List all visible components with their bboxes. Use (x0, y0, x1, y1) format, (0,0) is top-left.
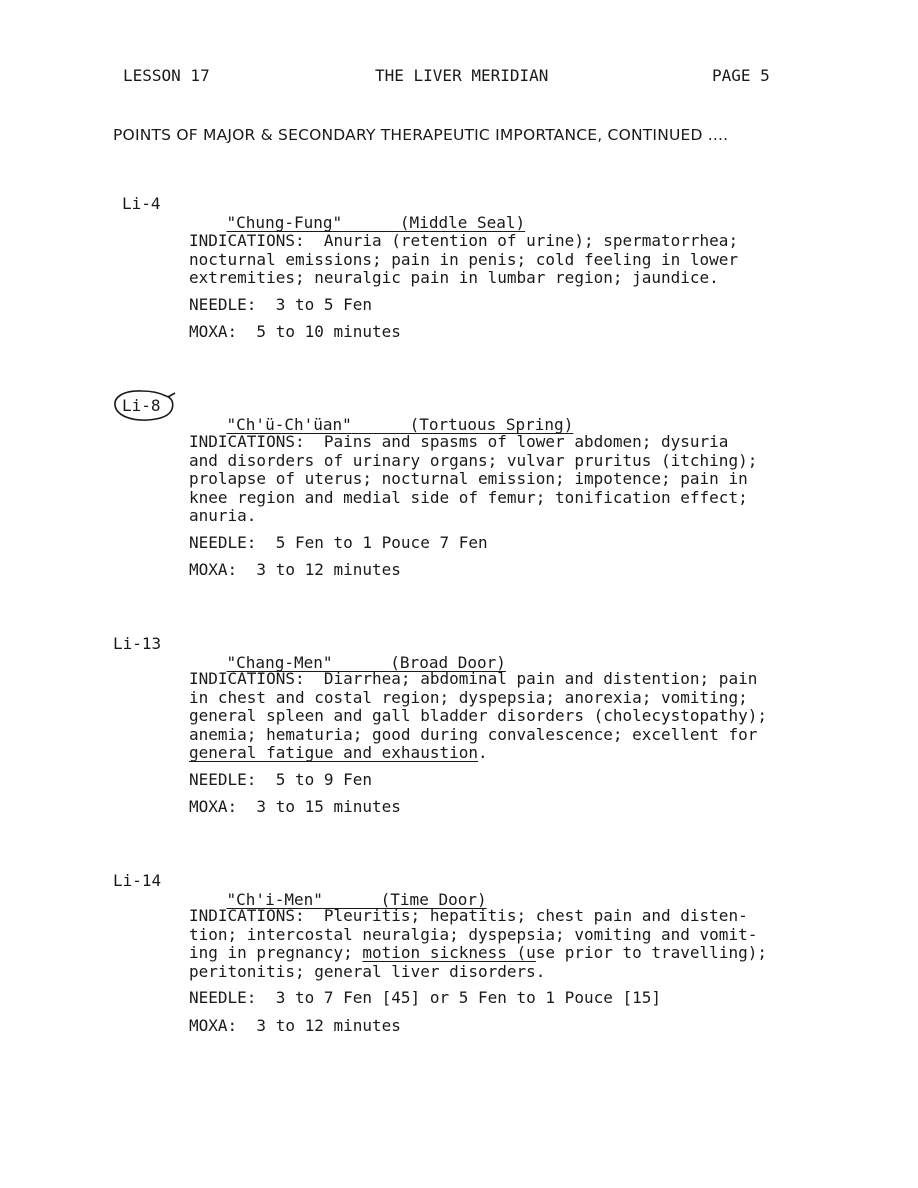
moxa-spec: MOXA: 5 to 10 minutes (189, 322, 401, 341)
point-translation: (Broad Door) (390, 653, 506, 672)
point-code: Li-8 (122, 396, 161, 415)
point-name: "Chung-Fung" (226, 213, 343, 232)
section-title: POINTS OF MAJOR & SECONDARY THERAPEUTIC IMPORTANCE, CONTINUED .... (113, 126, 729, 144)
point-name: "Chang-Men" (226, 653, 333, 672)
point-body (189, 907, 869, 1035)
needle-spec: NEEDLE: 5 to 9 Fen (189, 769, 373, 789)
underlined-phrase: motion sickness (362, 943, 507, 962)
point-code: Li-14 (113, 871, 162, 890)
overlined-phrase: liver disorders (391, 961, 536, 981)
moxa-spec: MOXA: 3 to 12 minutes (189, 560, 401, 579)
page-number: PAGE 5 (712, 66, 770, 85)
needle-spec: NEEDLE: 3 to 7 Fen [45] or 5 Fen to 1 Pouce [15] (189, 988, 662, 1007)
indications-line: prolapse of uterus; nocturnal emission; impotence; pain in (189, 469, 748, 488)
point-body (189, 433, 869, 580)
lesson-number: LESSON 17 (123, 66, 210, 85)
indications-line: general spleen and gall bladder disorders (cholecystopathy); (189, 706, 767, 725)
indications-line: and disorders of urinary organs; vulvar pruritus (itching); (189, 450, 758, 470)
point-translation: (Tortuous Spring) (409, 415, 574, 434)
indications-line: tion; intercostal neuralgia; dyspepsia; vomiting and vomit- (189, 924, 758, 944)
indications-line: INDICATIONS: Pains and spasms of lower abdomen; dysuria (189, 432, 729, 451)
indications-line: ing in pregnancy; motion sickness (use prior to travelling); (189, 943, 767, 962)
indications-line: knee region and medial side of femur; tonification effect; (189, 487, 748, 507)
indications-line: in chest and costal region; dyspepsia; anorexia; vomiting; (189, 687, 748, 707)
point-body (189, 670, 869, 817)
point-name: "Ch'ü-Ch'üan" (226, 415, 352, 434)
page-header-title: THE LIVER MERIDIAN (375, 66, 549, 85)
underlined-phrase: general fatigue and exhaustion (189, 743, 478, 762)
moxa-spec: MOXA: 3 to 12 minutes (189, 1015, 401, 1035)
point-name: "Ch'i-Men" (226, 890, 323, 909)
indications-line: nocturnal emissions; pain in penis; cold feeling in lower (189, 249, 739, 269)
needle-spec: NEEDLE: 3 to 5 Fen (189, 294, 373, 314)
point-code: Li-4 (122, 194, 161, 213)
indications-line: extremities; neuralgic pain in lumbar region; jaundice. (189, 268, 719, 287)
needle-spec: NEEDLE: 5 Fen to 1 Pouce 7 Fen (189, 532, 488, 552)
point-translation: (Time Door) (380, 890, 487, 909)
indications-line: INDICATIONS: Pleuritis; hepatitis; chest pain and disten- (189, 906, 748, 925)
point-body (189, 232, 869, 342)
indications-line: anemia; hematuria; good during convalescence; excellent for (189, 724, 758, 744)
point-translation: (Middle Seal) (399, 213, 526, 232)
indications-line: peritonitis; general liver disorders. (189, 961, 546, 981)
indications-line: anuria. (189, 506, 257, 525)
point-code: Li-13 (113, 634, 162, 653)
indications-line: general fatigue and exhaustion. (189, 743, 488, 762)
indications-line: INDICATIONS: Diarrhea; abdominal pain and distention; pain (189, 669, 758, 688)
indications-line: INDICATIONS: Anuria (retention of urine); spermatorrhea; (189, 231, 739, 250)
moxa-spec: MOXA: 3 to 15 minutes (189, 797, 401, 816)
